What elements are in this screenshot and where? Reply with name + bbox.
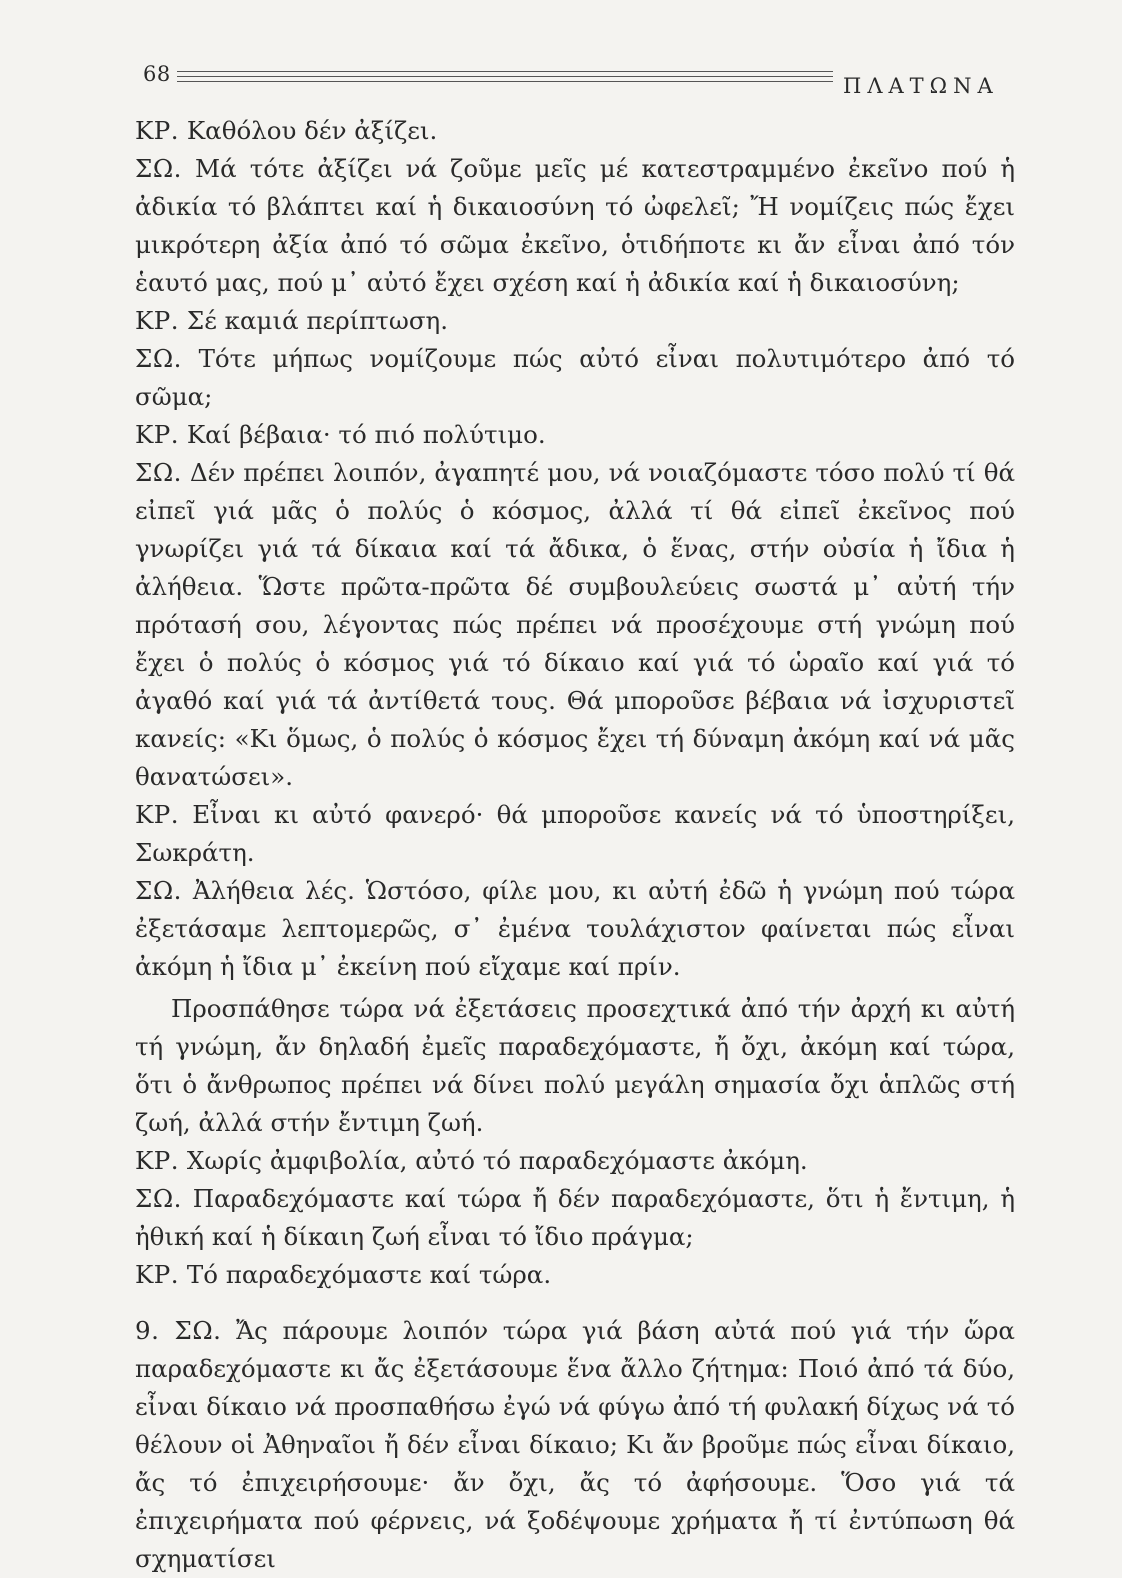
dialogue-line [135,1256,1015,1294]
dialogue-text: Καθόλου δέν ἀξίζει. [186,116,438,145]
indented-paragraph [135,990,1015,1142]
header-rule [177,81,833,82]
header-rule [177,71,833,72]
dialogue-line [135,150,1015,302]
section-paragraph [135,1312,1015,1578]
speaker-label: ΚΡ. [135,420,180,449]
speaker-label: ΣΩ. [135,154,182,183]
dialogue-text: Σέ καμιά περίπτωση. [186,306,449,335]
dialogue-line [135,454,1015,796]
dialogue-text: Παραδεχόμαστε καί τώρα ἤ δέν παραδεχόμαστε, ὅτι ἡ ἔντιμη, ἡ ἠθική καί ἡ δίκαιη ζωή εἶναι τό ἴδιο πράγμα; [135,1184,1015,1251]
dialogue-line [135,416,1015,454]
dialogue-text: Προσπάθησε τώρα νά ἐξετάσεις προσεχτικά ἀπό τήν ἀρχή κι αὐτή τή γνώμη, ἄν δηλαδή ἐμεῖς παραδεχόμαστε, ἤ ὄχι, ἀκόμη καί τώρα, ὅτι ὁ ἄνθρωπος πρέπει νά δίνει πολύ μεγάλη σημασία ὄχι ἁπλῶς στή ζωή, ἀλλά στήν ἔντιμη ζωή. [135,994,1015,1137]
body-text [135,112,1015,1578]
dialogue-text: Τότε μήπως νομίζουμε πώς αὐτό εἶναι πολυτιμότερο ἀπό τό σῶμα; [135,344,1015,411]
dialogue-line [135,796,1015,872]
dialogue-text: Ἄς πάρουμε λοιπόν τώρα γιά βάση αὐτά πού γιά τήν ὥρα παραδεχόμαστε κι ἄς ἐξετάσουμε ἕνα ἄλλο ζήτημα: Ποιό ἀπό τά δύο, εἶναι δίκαιο νά προσπαθήσω ἐγώ νά φύγω ἀπό τή φυλακή δίχως νά τό θέλουν οἱ Ἀθηναῖοι ἤ δέν εἶναι δίκαιο; Κι ἄν βροῦμε πώς εἶναι δίκαιο, ἄς τό ἐπιχειρήσουμε· ἄν ὄχι, ἄς τό ἀφήσουμε. Ὅσο γιά τά ἐπιχειρήματα πού φέρνεις, νά ξοδέψουμε χρήματα ἤ τί ἐντύπωση θά σχηματίσει [135,1316,1015,1573]
dialogue-text: Τό παραδεχόμαστε καί τώρα. [186,1260,552,1289]
speaker-label: ΣΩ. [135,876,182,905]
header-rule [177,76,833,77]
dialogue-text: Δέν πρέπει λοιπόν, ἀγαπητέ μου, νά νοιαζόμαστε τόσο πολύ τί θά εἰπεῖ γιά μᾶς ὁ πολύς ὁ κόσμος, ἀλλά τί θά εἰπεῖ ἐκεῖνος πού γνωρίζει γιά τά δίκαια καί τά ἄδικα, ὁ ἕνας, στήν οὐσία ἡ ἴδια ἡ ἀλήθεια. Ὥστε πρῶτα-πρῶτα δέ συμβουλεύεις σωστά μ᾽ αὐτή τήν πρότασή σου, λέγοντας πώς πρέπει νά προσέχουμε στή γνώμη πού ἔχει ὁ πολύς ὁ κόσμος γιά τό δίκαιο καί γιά τό ὡραῖο καί γιά τό ἀγαθό καί γιά τά ἀντίθετά τους. Θά μποροῦσε βέβαια νά ἰσχυριστεῖ κανείς: «Κι ὅμως, ὁ πολύς ὁ κόσμος ἔχει τή δύναμη ἀκόμη καί νά μᾶς θανατώσει». [135,458,1015,791]
dialogue-line [135,1142,1015,1180]
dialogue-text: Χωρίς ἀμφιβολία, αὐτό τό παραδεχόμαστε ἀκόμη. [186,1146,808,1175]
speaker-label: ΣΩ. [135,458,182,487]
dialogue-line [135,112,1015,150]
speaker-label: ΚΡ. [135,1146,180,1175]
dialogue-line [135,302,1015,340]
dialogue-text: Καί βέβαια· τό πιό πολύτιμο. [186,420,546,449]
speaker-label: ΚΡ. [135,306,180,335]
page-number: 68 [143,62,171,86]
speaker-label: ΚΡ. [135,800,180,829]
speaker-label: ΚΡ. [135,116,180,145]
dialogue-line [135,340,1015,416]
speaker-label: ΣΩ. [135,1184,182,1213]
speaker-label: ΣΩ. [135,344,182,373]
dialogue-line [135,1180,1015,1256]
section-speaker-label: 9. ΣΩ. [135,1316,222,1345]
page-header [143,58,1023,98]
dialogue-line [135,872,1015,986]
dialogue-text: Εἶναι κι αὐτό φανερό· θά μποροῦσε κανείς νά τό ὑποστηρίξει, Σωκράτη. [135,800,1015,867]
dialogue-text: Ἀλήθεια λές. Ὡστόσο, φίλε μου, κι αὐτή ἐδῶ ἡ γνώμη πού τώρα ἐξετάσαμε λεπτομερῶς, σ᾽ ἐμένα τουλάχιστον φαίνεται πώς εἶναι ἀκόμη ἡ ἴδια μ᾽ ἐκείνη πού εἴχαμε καί πρίν. [135,876,1015,981]
speaker-label: ΚΡ. [135,1260,180,1289]
dialogue-text: Μά τότε ἀξίζει νά ζοῦμε μεῖς μέ κατεστραμμένο ἐκεῖνο πού ἡ ἀδικία τό βλάπτει καί ἡ δικαιοσύνη τό ὠφελεῖ; Ἤ νομίζεις πώς ἔχει μικρότερη ἀξία ἀπό τό σῶμα ἐκεῖνο, ὁτιδήποτε κι ἄν εἶναι ἀπό τόν ἑαυτό μας, πού μ᾽ αὐτό ἔχει σχέση καί ἡ ἀδικία καί ἡ δικαιοσύνη; [135,154,1015,297]
running-title: ΠΛΑΤΩΝΑ [843,74,999,98]
